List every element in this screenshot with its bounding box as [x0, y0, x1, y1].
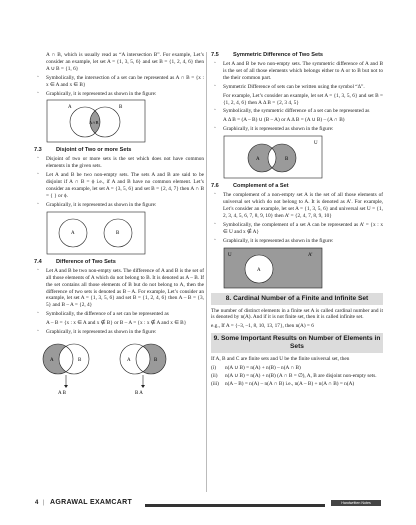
- difference-symbolic: ◦ Symbolically, the difference of a set can be represented as: [34, 311, 204, 318]
- symdiff-example: For example, Let’s consider an example, let set A = {1, 3, 5, 6} and set B = {1, 2, 4, 6} then A Δ B = {2, 3 4, 5}: [223, 92, 383, 106]
- right-column: [211, 52, 383, 389]
- diff2-label-b: B: [154, 357, 158, 363]
- section-9-banner: 9. Some Important Results on Number of Elements in Sets: [211, 333, 383, 353]
- symdiff-label-a: A: [256, 157, 260, 163]
- symdiff-formula: A Δ B = (A – B) ∪ (B – A) or A Δ B = (A ∪ B) – (A ∩ B): [223, 117, 345, 124]
- page-footer: [0, 496, 416, 512]
- cardinal-definition: The number of distinct elements in a finite set A is called cardinal number and it is denoted by n(A). And if it is not finite set, then it is called infinite set.: [211, 307, 383, 321]
- section-7-3-heading: 7.3 Disjoint of Two or more Sets: [34, 147, 132, 154]
- difference-venn-figure: [38, 338, 188, 396]
- disjoint-graphic-note: ◦ Graphically, it is represented as shown in the figure:: [34, 202, 204, 209]
- diff1-label-a: A: [50, 357, 54, 363]
- section-7-6-heading: 7.6 Complement of a Set: [211, 183, 289, 190]
- difference-graphic-note: ◦ Graphically, it is represented as shown in the figure:: [34, 329, 204, 336]
- complement-label-a: A: [257, 267, 261, 273]
- result-item: (iii) n(A – B) = n(A) – n(A ∩ B) i.e., n(A – B) + n(A ∩ B) = n(A): [211, 380, 355, 387]
- diff2-label-a: A: [127, 357, 131, 363]
- section-8-banner: 8. Cardinal Number of a Finite and Infinite Set: [211, 293, 383, 305]
- disjoint-example: ◦ Let A and B be two non-empty sets. The sets A and B are said to be disjoint if A ∩ B = ϕ i.e., if A and B have no common element. Let’s consider an example, let set A = {3, 5, 6} and set B = {2, 4, 7} then A ∩ B = { } or ϕ.: [34, 172, 204, 200]
- symdiff-symbol: ◦ Symmetric Difference of sets can be written using the symbol “Δ”.: [211, 84, 383, 91]
- intersection-text: A ∩ B, which is usually read as “A intersection B”. For example, Let’s consider an example, let set A = {1, 3, 5, 6} and set B = {1, 2, 4, 6} then A ∪ B = {1, 6}: [46, 52, 204, 72]
- results-intro: If A, B and C are finite sets and U be the finite universal set, then: [211, 356, 350, 363]
- complement-venn-figure: [223, 247, 323, 289]
- symdiff-label-u: U: [314, 141, 318, 147]
- diff1-label-b: B: [78, 357, 82, 363]
- brand-logo: AGRAWAL EXAMCART: [50, 499, 133, 506]
- left-column: [34, 52, 204, 400]
- symdiff-graphic-note: ◦ Graphically, it is represented as shown in the figure:: [211, 126, 383, 133]
- result-item: (i) n(A ∪ B) = n(A) + n(B) – n(A ∩ B): [211, 365, 301, 372]
- section-7-4-heading: 7.4 Difference of Two Sets: [34, 258, 116, 265]
- venn-label-a: A: [68, 105, 72, 111]
- complement-definition: ◦ The complement of a non-empty set A is the set of all those elements of universal set which do not belong to A. It is denoted as A’. For example, Let’s consider an example, let set A = {1, 3, 5, 6} and universal set U = {1, 2, 3, 4, 5, 6, 7, 8, 9, 10} then A’ = {2, 4, 7, 8, 9, 10}: [211, 192, 383, 220]
- footer-separator: |: [43, 500, 45, 506]
- intersection-graphic-note: ◦ Graphically, it is represented as shown in the figure:: [34, 91, 204, 98]
- complement-graphic-note: ◦ Graphically, it is represented as shown in the figure:: [211, 238, 383, 245]
- diff1-caption: A B: [58, 390, 66, 396]
- symdiff-label-b: B: [285, 157, 289, 163]
- intersection-symbolic: ◦ Symbolically, the intersection of a set can be represented as A ∩ B = {x : x ∈ A and x ∈ B}: [34, 75, 204, 89]
- disjoint-definition: ◦ Disjoint of two or more sets is the set which does not have common elements in the given sets.: [34, 156, 204, 170]
- result-item: (ii) n(A ∪ B) = n(A) + n(B) (A ∩ B = ∅), A, B are disjoint non-empty sets.: [211, 373, 377, 380]
- footer-rule: [145, 504, 325, 507]
- venn-label-intersection: A∩B: [89, 120, 99, 126]
- venn-label-b: B: [119, 105, 123, 111]
- disjoint-label-b: B: [116, 230, 120, 236]
- symdiff-symbolic: ◦ Symbolically, the symmetric difference of a set can be represented as: [211, 108, 383, 115]
- cardinal-example: e.g., If A = {–3, –1, 8, 10, 13, 17}, then n(A) = 6: [211, 323, 314, 330]
- footer-stamp: Handwritten Notes: [331, 500, 381, 506]
- disjoint-venn-figure: [46, 211, 146, 255]
- intersection-venn-figure: [46, 99, 146, 143]
- complement-label-u: U: [228, 252, 232, 258]
- symdiff-venn-figure: [223, 135, 323, 179]
- complement-symbolic: ◦ Symbolically, the complement of a set A can be represented as A’ = {x : x ∈ U and x ∉ A}: [211, 222, 383, 236]
- complement-label-ac: A’: [308, 252, 313, 258]
- page-number: 4: [35, 500, 39, 506]
- section-7-5-heading: 7.5 Symmetric Difference of Two Sets: [211, 52, 324, 58]
- column-divider: [206, 52, 207, 492]
- disjoint-label-a: A: [71, 230, 75, 236]
- difference-formula: A – B = {x : x ∈ A and x ∉ B} or B – A = {x : x ∉ A and x ∈ B}: [46, 320, 187, 327]
- diff2-caption: B A: [135, 390, 143, 396]
- symdiff-definition: ◦ Let A and B be two non-empty sets. The symmetric difference of A and B is the set of all those elements which belongs either to A or to B but not to the their common part.: [211, 61, 383, 82]
- difference-definition: ◦ Let A and B be two non-empty sets. The difference of A and B is the set of all those elements of A which do not belong to B. It is denoted as A – B. If the set contains all those elements of B but do not belong to A, then the difference of two sets is denoted as B – A. For example, Let’s consider an example, let set A = {1, 3, 5, 6} and set B = {1, 2, 4, 6} then A – B = {3, 5} and B – A = {2, 4}: [34, 268, 204, 309]
